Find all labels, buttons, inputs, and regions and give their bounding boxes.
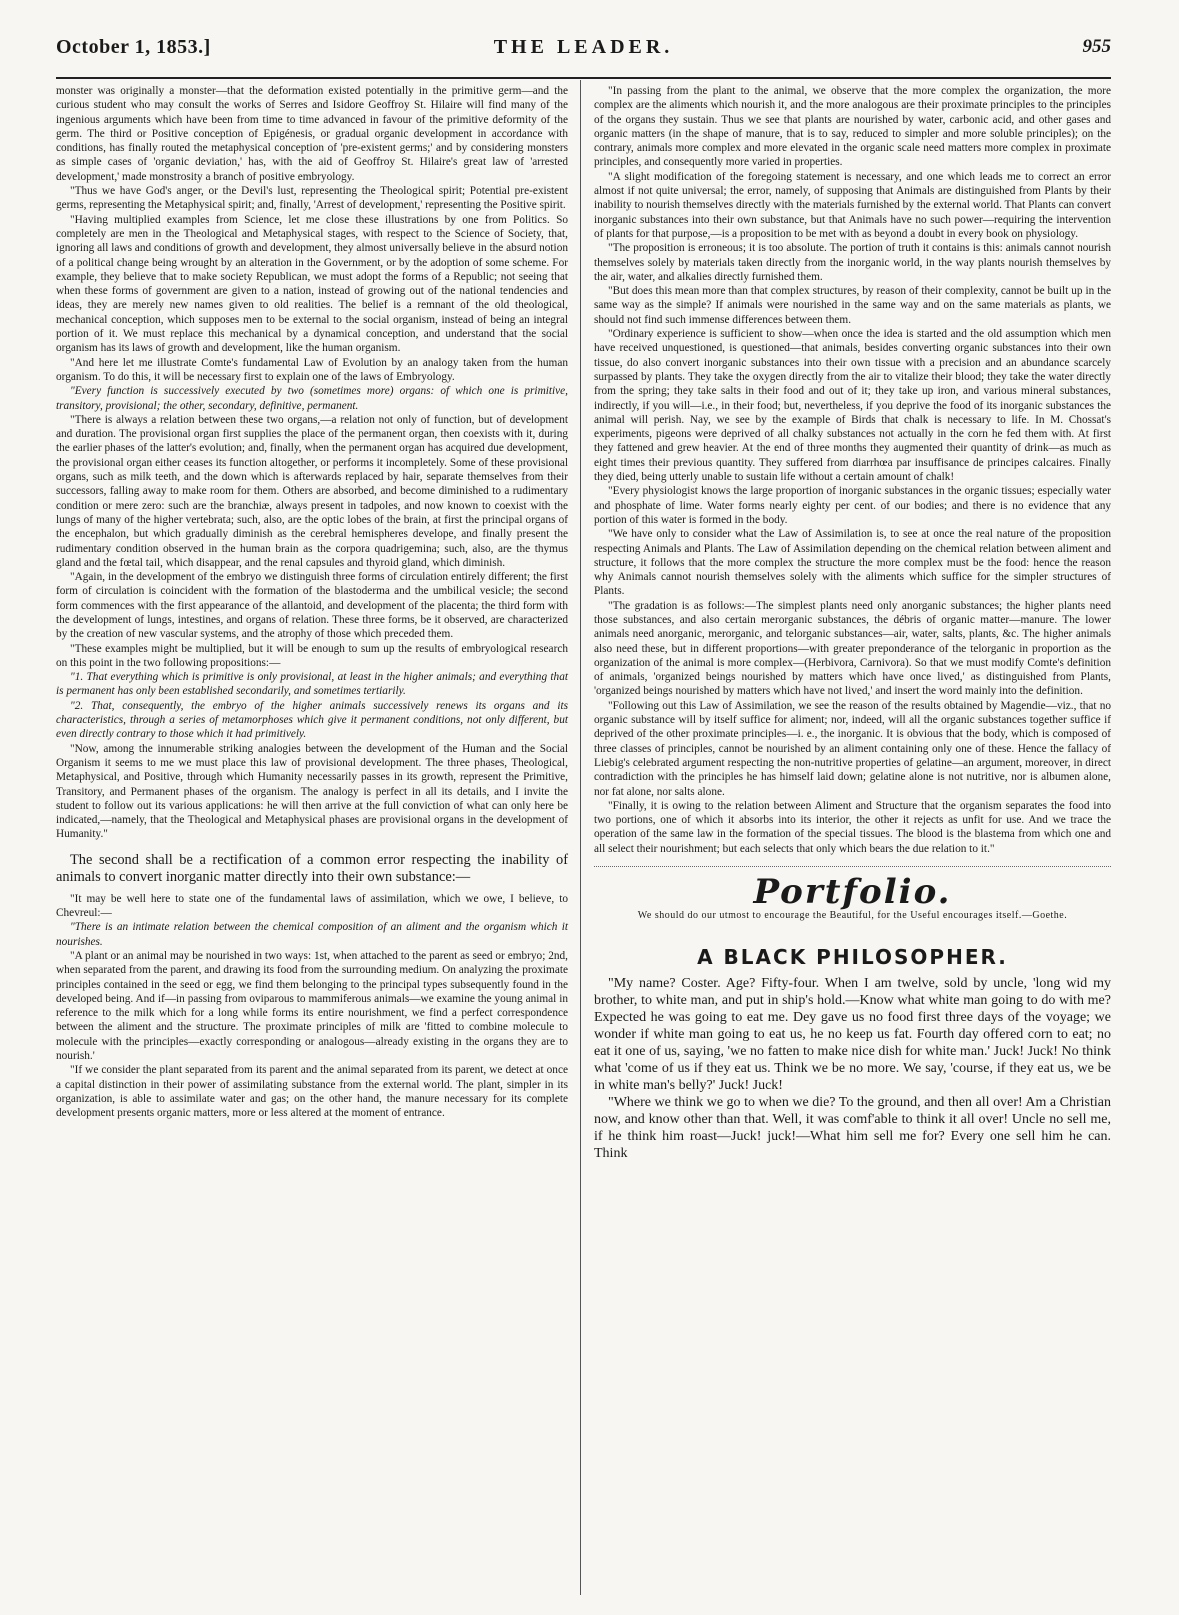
paragraph: "Ordinary experience is sufficient to show—when once the idea is started and the old assumption which men have received unquestioned, is questioned—that animals, besides converting organic substances into their own tissue, do also convert inorganic substances into their own tissue with a precision and an abundance scarcely surpassed by plants. They take the oxygen directly from the air to vitalize their blood; they take the water directly from the spring; they take salts in their food and out of it; they take up iron, and various mineral substances, indirectly, if you will—i.e., in their food; but, nevertheless, if you deprive the food of its inorganic substances the animal will perish. Nay, we see by the example of Birds that chalk is necessary to life. In M. Chossat's experiments, pigeons were deprived of all chalky substances not actually in the corn he fed them with. At first they fattened and grew heavier. At the end of three months they augmented their quantity of drink—as much as eight times their previous quantity. They suffered from diarrhœa par insuffisance de principes calcaires. Finally they died, being utterly unable to sustain life without a certain amount of chalk!	[594, 328, 1111, 484]
paragraph: monster was originally a monster—that the deformation existed potentially in the primitive germ—and the curious student who may consult the works of Serres and Isidore Geoffroy St. Hilaire will find many of the ingenious arguments which have been from time to time advanced in favour of the primitive deformity of the germ. The third or Positive conception of Epigénesis, or gradual organic development in accordance with conditions, has finally routed the metaphysical conception of 'pre-existent germs;' and by considering monsters as simple cases of 'organic deviation,' has, with the aid of Geoffroy St. Hilaire's great law of 'arrested development,' made monstrosity a branch of positive embryology.	[56, 85, 568, 183]
issue-date: October 1, 1853.]	[56, 36, 211, 58]
paragraph: "Every physiologist knows the large proportion of inorganic substances in the organic tissues; especially water and phosphate of lime. Water forms nearly eighty per cent. of our bodies; and there is no evidence that any portion of this water is formed in the body.	[594, 485, 1111, 526]
proposition-1: "1. That everything which is primitive is only provisional, at least in the higher animals; and everything that is permanent has only been established secondarily, and sometimes tertiarily.	[56, 671, 568, 698]
header-rule	[56, 77, 1111, 79]
paragraph: "My name? Coster. Age? Fifty-four. When I am twelve, sold by uncle, 'long wid my brother, to white man, and put in ship's hold.—Know what white man going to do with me? Expected he was going to eat me. Dey gave us no food first three days of the voyage; we wonder if white man going to eat us, he no keep us fat. Fourth day offered corn to eat; no eat it one of us, saying, 'we no fatten to make nice dish for white man.' Juck! Juck! No think what 'come of us if they eat us. Think we be no more. We say, 'course, if they eat us, we be in white man's belly?' Juck! Juck!	[594, 975, 1111, 1093]
masthead	[56, 36, 1111, 76]
proposition-2: "2. That, consequently, the embryo of the higher animals successively renews its organs and its characteristics, through a series of metamorphoses which give it permanent conditions, not only different, but even directly contrary to those which it had primitively.	[56, 699, 568, 741]
page-number: 955	[1082, 36, 1111, 57]
section-rule	[594, 866, 1111, 867]
paragraph: "There is always a relation between these two organs,—a relation not only of function, but of development and duration. The provisional organ first supplies the place of the permanent organ, then coexists with it, during the earlier phases of the latter's evolution; and, finally, when the permanent organ has acquired due development, the provisional organ either ceases its function altogether, or performs it incompletely. Some of these provisional organs, such as milk teeth, and the down which is afterwards replaced by hair, separate themselves from their successors, falling away to make room for them. Others are absorbed, and become diminished to a rudimentary condition or mere zero: such are the branchiæ, always present in tadpoles, and now known to coexist with the lungs of many of the higher vertebrata; such, also, are the optic lobes of the brain, at first the principal organs of the encephalon, but which gradually diminish as the cerebral hemispheres develope, and finally present the rudimentary condition observed in the human brain as the corpora quadrigemina; such, also, are the thymus gland and the fœtal tail, which disappear, and the renal capsules and thyroid gland, which diminish.	[56, 413, 568, 569]
paragraph: "Thus we have God's anger, or the Devil's lust, representing the Theological spirit; Potential pre-existent germs, representing the Metaphysical spirit; and, finally, 'Arrest of development,' representing the Positive spirit.	[56, 185, 568, 212]
paragraph: "In passing from the plant to the animal, we observe that the more complex the organization, the more complex are the aliments which nourish it, and the more analogous are their proximate principles to the principles of the organs they sustain. Thus we see that plants are nourished by water, carbonic acid, and other gases and organic matters (in the shape of manure, that is to say, reduced to simpler and more soluble principles); on the contrary, animals more complex and more elevated in the organic scale need matters more complex in proximate principles, and consequently more varied in properties.	[594, 85, 1111, 169]
publication-title: THE LEADER.	[493, 36, 674, 58]
paragraph: "Again, in the development of the embryo we distinguish three forms of circulation entirely different; the first form of circulation is coincident with the formation of the blastoderma and the umbilical vesicle; the second form commences with the first appearance of the allantoid, and development of the placenta; the third form with the development of lungs, intestines, and organs of relation. These three forms, be it observed, are characterized by the creation of new vascular systems, and the atrophy of those which preceded them.	[56, 571, 568, 641]
paragraph: "Finally, it is owing to the relation between Aliment and Structure that the organism separates the food into two portions, one of which it absorbs into its interior, the other it rejects as unfit for use. And we trace the operation of the same law in the formation of the special tissues. The blood is the blastema from which one and all select their nourishment; but each selects that only which bears the due relation to it."	[594, 799, 1111, 855]
paragraph: "Having multiplied examples from Science, let me close these illustrations by one from Politics. So completely are men in the Theological and Metaphysical stages, with respect to the Science of Society, that, ignoring all laws and conditions of growth and development, they almost universally believe in the absurd notion of a political change being wrought by an alteration in the Government, or by the adoption of some scheme. For example, they believe that to make society Republican, we must adopt the forms of a Republic; not seeing that when these forms of government are given to a nation, instead of growing out of the national tendencies and ideas, they are merely new names given to old realities. The belief is a remnant of the old theological, mechanical conception, which supposes men to be external to the social organism, instead of being an integral portion of it. We must replace this mechanical by a dynamical conception, and understand that the social organism has its laws of growth and development, like the human organism.	[56, 213, 568, 355]
left-column	[56, 84, 568, 1120]
paragraph: "The proposition is erroneous; it is too absolute. The portion of truth it contains is this: animals cannot nourish themselves solely by materials taken directly from the inorganic world, in the way plants nourish themselves by the air, water, and alkalies directly furnished them.	[594, 242, 1111, 283]
quoted-law: "Every function is successively executed by two (sometimes more) organs: of which one is primitive, transitory, provisional; the other, secondary, definitive, permanent.	[56, 385, 568, 412]
portfolio-heading: Portfolio.	[753, 872, 952, 913]
paragraph: "But does this mean more than that complex structures, by reason of their complexity, cannot be built up in the same way as the simple? If animals were nourished in the same way and on the same materials as plants, we should not find such immense differences between them.	[594, 285, 1111, 326]
paragraph: "A plant or an animal may be nourished in two ways: 1st, when attached to the parent as seed or embryo; 2nd, when separated from the parent, and drawing its food from the surrounding medium. On analyzing the proximate principles contained in the seed or egg, we find them belonging to the principal types subsequently found in the developed being. And if—in passing from oviparous to mammiferous animals—we examine the young animal in reference to the milk which for a long while forms its entire nourishment, we find a perfect correspondence between the aliment and the structure. The proximate principles of milk are 'fitted to combine molecule to molecule with the principles—exactly corresponding or analogous—already existing in the organs they are to nourish.'	[56, 949, 568, 1062]
paragraph: "Now, among the innumerable striking analogies between the development of the Human and the Social Organism it seems to me we must place this law of provisional development. The three phases, Theological, Metaphysical, and Positive, through which Humanity necessarily passes in its growth, represent the Primitive, Transitory, and Permanent phases of the organism. The analogy is perfect in all its details, and I invite the student to follow out its various applications: he will then arrive at the full conviction of what can only here be indicated,—namely, that the Theological and Metaphysical phases are provisional organs in the development of Humanity."	[56, 742, 568, 841]
paragraph: "If we consider the plant separated from its parent and the animal separated from its parent, we detect at once a capital distinction in their power of assimilating substance from the external world. The plant, simpler in its organization, is able to assimilate water and gas; on the other hand, the manure necessary for its complete development presents organic matters, more or less altered at the moment of entrance.	[56, 1064, 568, 1120]
paragraph: "Following out this Law of Assimilation, we see the reason of the results obtained by Magendie—viz., that no organic substance will by itself suffice for aliment; nor, indeed, will all the organic substances together suffice if deprived of the other proximate principles—i. e., the inorganic. It is obvious that the body, which is composed of three classes of principles, cannot be nourished by an aliment containing only one of these. Hence the fallacy of Liebig's celebrated argument respecting the non-nutritive properties of gelatine—an argument, moreover, in direct contradiction with the principles he has himself laid down; gelatine alone is not nutritive, nor is albumen alone, nor fat alone, nor salts alone.	[594, 699, 1111, 798]
quoted-law: "There is an intimate relation between the chemical composition of an aliment and the organism which it nourishes.	[56, 921, 568, 948]
paragraph: "A slight modification of the foregoing statement is necessary, and one which leads me to correct an error almost if not quite universal; the error, namely, of supposing that Animals are distinguished from Plants by their inability to nourish themselves directly with the materials furnished by the external world. That Plants can convert inorganic substances into their own substance, but that Animals have no such power—requiring the intervention of plants for that purpose,—is a proposition to be met with as beyond a doubt in every book on physiology.	[594, 170, 1111, 240]
essay-body	[594, 975, 1111, 1162]
paragraph: "And here let me illustrate Comte's fundamental Law of Evolution by an analogy taken from the human organism. To do this, it will be necessary first to explain one of the laws of Embryology.	[56, 356, 568, 383]
right-column	[594, 84, 1111, 1162]
paragraph: "Where we think we go to when we die? To the ground, and then all over! Am a Christian now, and know other than that. Well, it was comf'able to think it all over! Uncle no sell me, if he think him roast—Juck! juck!—What him sell me for? Every one sell him he can. Think	[594, 1094, 1111, 1161]
paragraph: "We have only to consider what the Law of Assimilation is, to see at once the real nature of the proposition respecting Animals and Plants. The Law of Assimilation depending on the chemical relation between aliment and structure, it follows that the more complex the structure the more complex must be the food: hence the reason why Animals cannot nourish themselves solely with the aliments which suffice for the simpler structures of Plants.	[594, 528, 1111, 598]
paragraph: "These examples might be multiplied, but it will be enough to sum up the results of embryological research on this point in the two following propositions:—	[56, 642, 568, 669]
paragraph: "The gradation is as follows:—The simplest plants need only anorganic substances; the higher plants need those substances, and also certain merorganic substances, the débris of organic matter—manure. The lower animals need anorganic, merorganic, and telorganic substances—air, water, salts, plants, &c. The higher animals also need these, but in different proportions—with greater preponderance of the telorganic in proportion as the organization of the animal is more complex—(Herbivora, Carnivora). So that we must modify Comte's definition of animals, 'organized beings nourished by matters which have once lived,' as distinguished from Plants, 'organized beings nourished by matters which have not lived,' and insert the word mainly into the definition.	[594, 599, 1111, 698]
column-divider	[580, 80, 581, 1595]
paragraph: "It may be well here to state one of the fundamental laws of assimilation, which we owe, I believe, to Chevreul:—	[56, 892, 568, 920]
portfolio-epigraph: We should do our utmost to encourage the Beautiful, for the Useful encourages itself.—Goethe.	[637, 910, 1068, 922]
essay-title: A BLACK PHILOSOPHER.	[697, 945, 1008, 970]
editorial-paragraph: The second shall be a rectification of a common error respecting the inability of animals to convert inorganic matter directly into their own substance:—	[56, 851, 568, 885]
